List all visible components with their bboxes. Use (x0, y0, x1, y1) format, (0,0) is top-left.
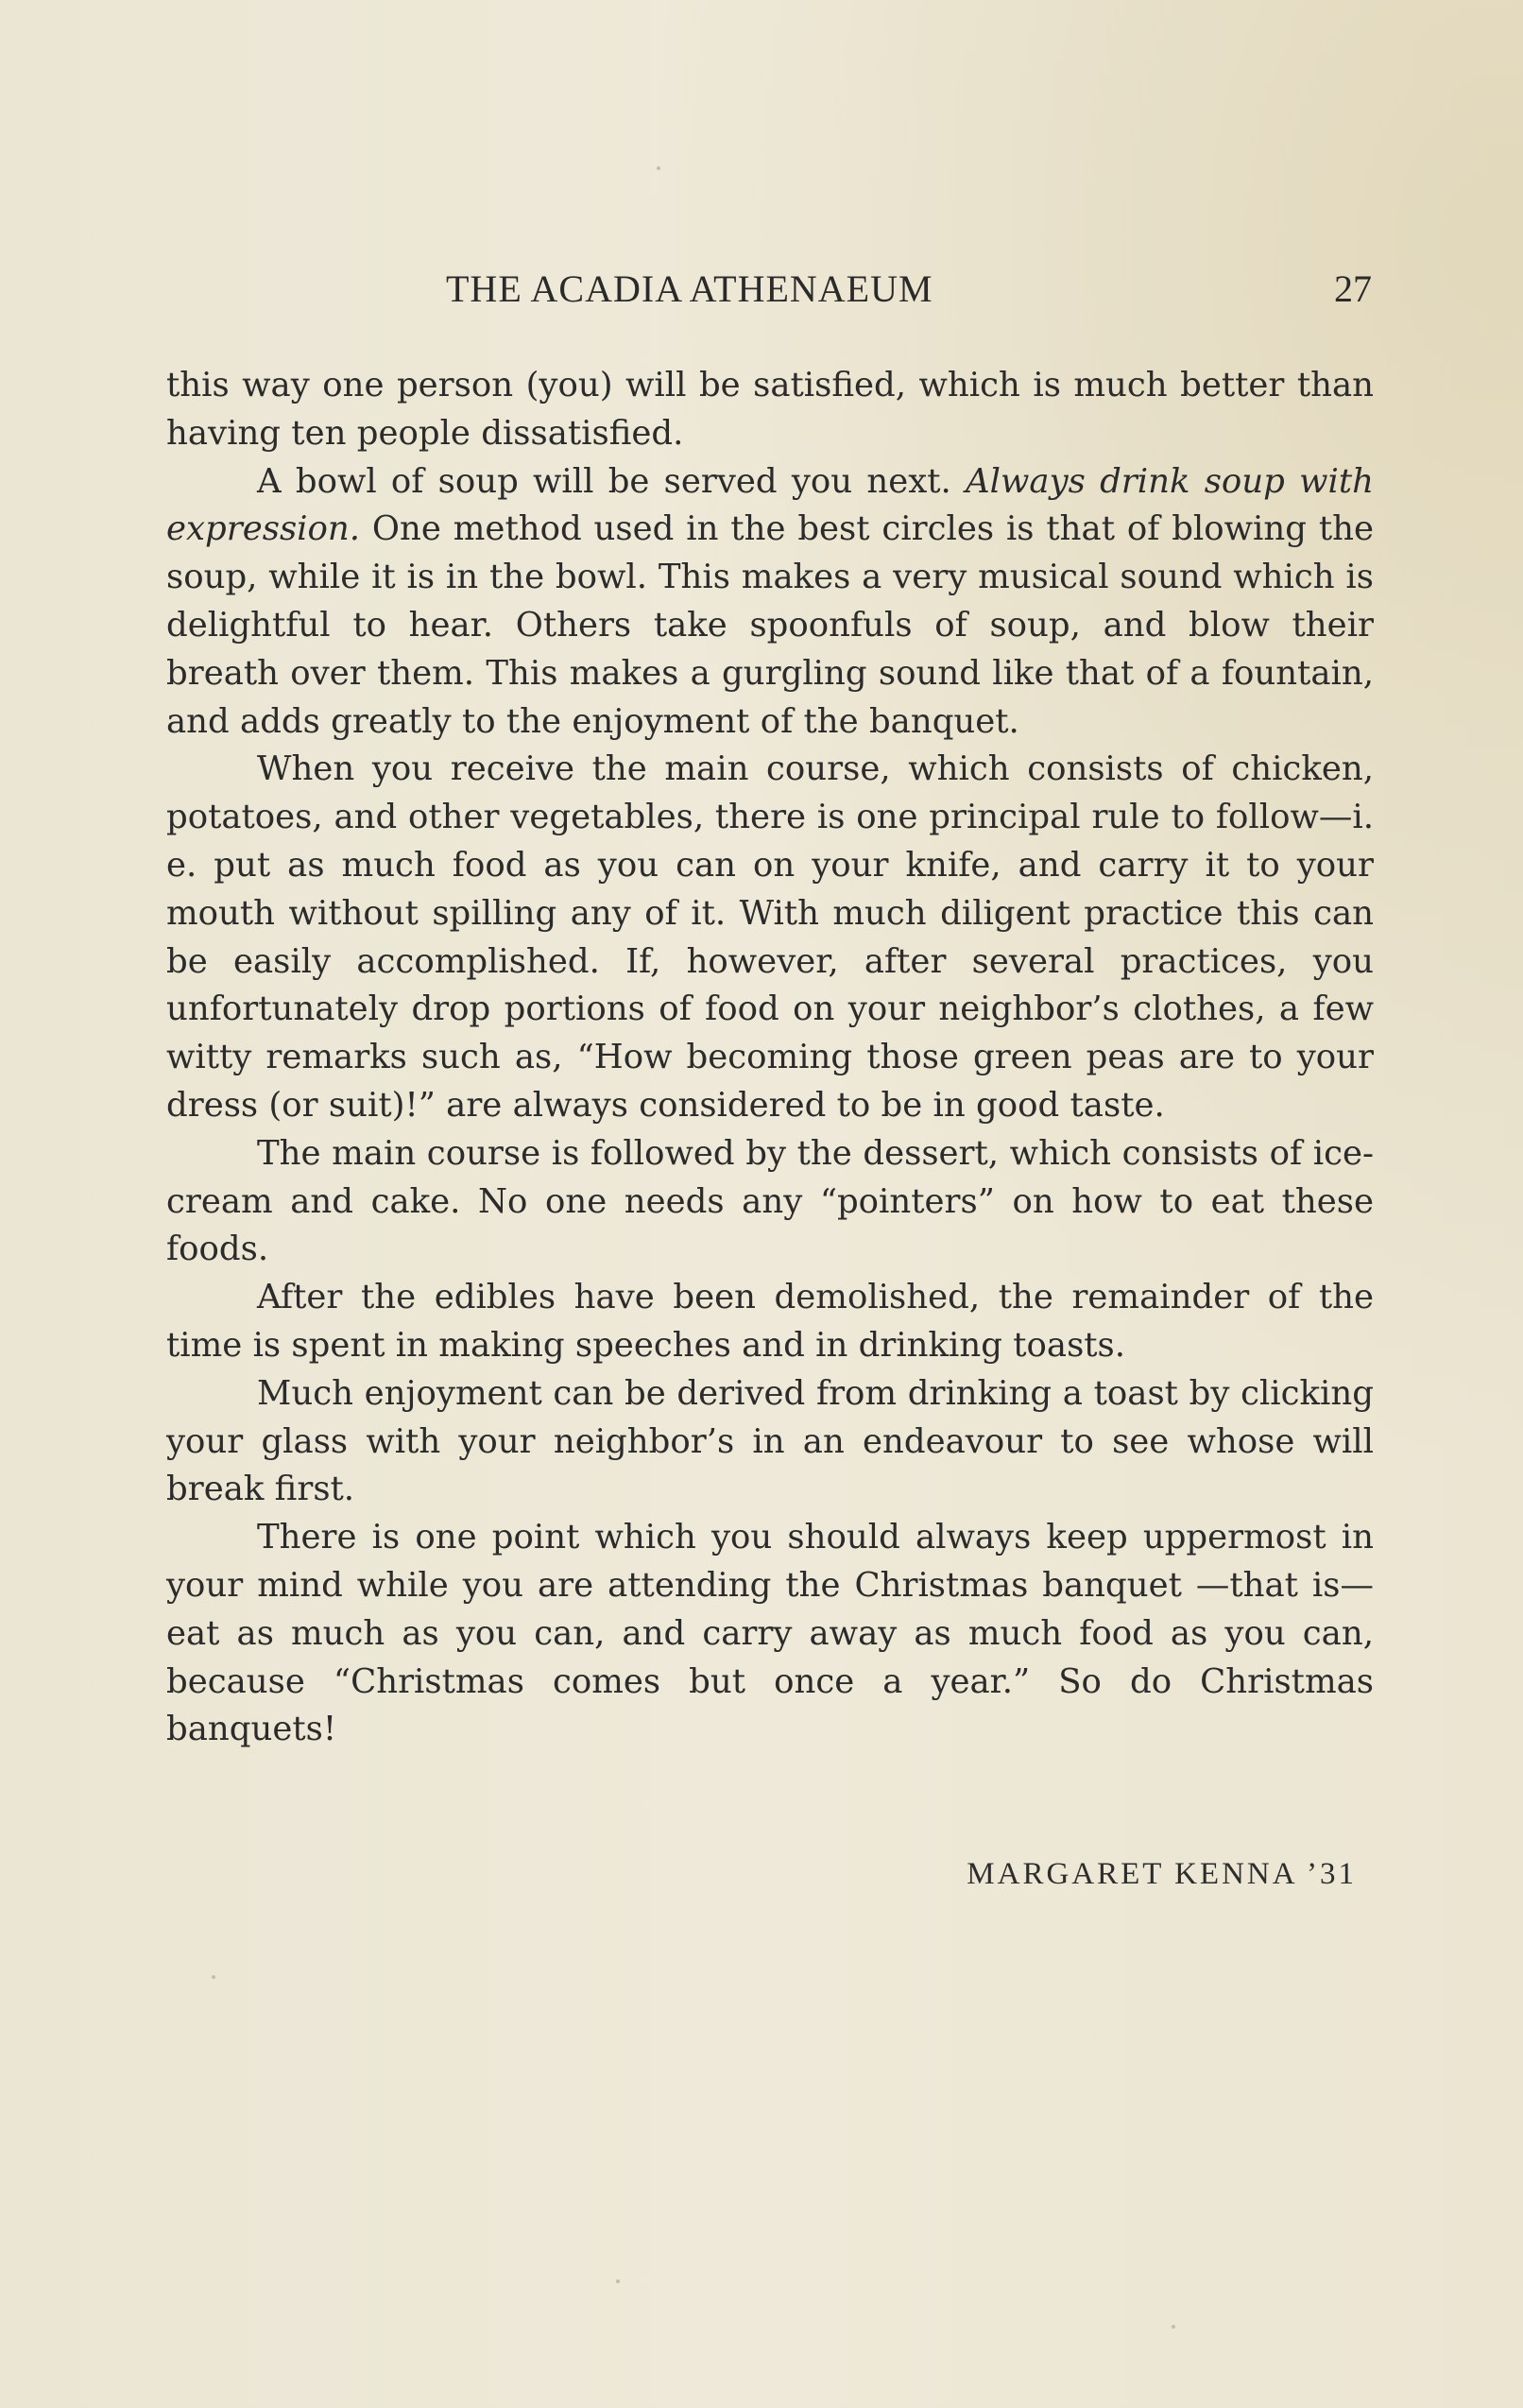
running-title: THE ACADIA ATHENAEUM (446, 267, 933, 310)
paper-speck (212, 1975, 215, 1979)
page-header (166, 261, 1374, 318)
paper-speck (616, 2279, 620, 2283)
paragraph (166, 362, 1374, 458)
paragraph-text: A bowl of soup will be served you next. (257, 461, 967, 501)
paper-speck (657, 166, 660, 170)
paragraph (166, 1514, 1374, 1754)
paragraph (166, 746, 1374, 1129)
paragraph-text: The main course is followed by the dessert, which consists of ice-cream and cake. No one needs any “pointers” on how to eat these foods. (166, 1133, 1374, 1269)
author-signature: MARGARET KENNA ’31 (967, 1857, 1357, 1891)
paragraph-text: After the edibles have been demolished, the remainder of the time is spent in making speeches and in drinking toasts. (166, 1278, 1374, 1365)
paragraph (166, 1370, 1374, 1514)
paragraph (166, 1130, 1374, 1274)
paragraph-text: this way one person (you) will be satisfied, which is much better than having ten people dissatisfied. (166, 366, 1374, 453)
paragraph (166, 1274, 1374, 1370)
page-number: 27 (1334, 267, 1372, 310)
paragraph-text: There is one point which you should always keep uppermost in your mind while you are attending the Christmas banquet —that is—eat as much as you can, and carry away as much food as you can, because “Christmas comes but once a year.” So do Christmas banquets! (166, 1518, 1374, 1749)
paper-speck (1172, 2325, 1175, 2329)
paragraph-text: One method used in the best circles is that of blowing the soup, while it is in the bowl. This makes a very musical sound which is delightful to hear. Others take spoonfuls of soup, and blow their breath over them. This makes a gurgling sound like that of a fountain, and adds greatly to the enjoyment of the banquet. (166, 509, 1374, 741)
paragraph-text: Much enjoyment can be derived from drinking a toast by clicking your glass with your neighbor’s in an endeavour to see whose will break first. (166, 1373, 1374, 1509)
article-body (166, 362, 1374, 1754)
paragraph (166, 458, 1374, 747)
paragraph-text: When you receive the main course, which consists of chicken, potatoes, and other vegetables, there is one principal rule to follow—i. e. put as much food as you can on your knife, and carry it to your mouth without spilling any of it. With much diligent practice this can be easily accomplished. If, however, after several practices, you unfortunately drop portions of food on your neighbor’s clothes, a few witty remarks such as, “How becoming those green peas are to your dress (or suit)!” are always considered to be in good taste. (166, 749, 1374, 1125)
paragraph-emphasis: Always drink soup with expression. (166, 461, 1374, 549)
